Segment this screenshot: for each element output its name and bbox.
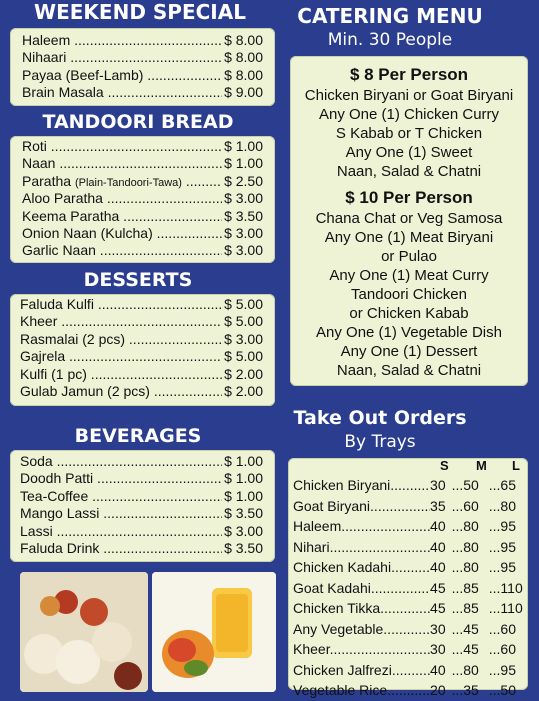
beverage-item-name: Lassi ..... [20, 523, 222, 540]
takeout-item-name: Vegetable Rice ..... [293, 680, 430, 701]
tandoori-item-price: $ 2.50 [224, 172, 263, 189]
catering-package-line: Any One (1) Sweet [345, 144, 473, 161]
takeout-price-l: ... 80 [489, 496, 524, 517]
beverage-item-price: $ 3.50 [224, 505, 263, 522]
takeout-price-s: 40 [430, 661, 446, 678]
catering-menu-title: CATERING MENU [297, 4, 483, 28]
beverage-row [20, 470, 263, 487]
takeout-price-m: ... 45 [452, 619, 489, 640]
takeout-price-s: 20 [430, 682, 446, 698]
weekend-special-title: WEEKEND SPECIAL [34, 0, 246, 24]
beverage-row [20, 505, 263, 522]
catering-package-line: Naan, Salad & Chatni [336, 163, 482, 180]
takeout-price-l: ... 95 [489, 516, 524, 537]
takeout-price-m: ... 45 [452, 639, 489, 660]
dessert-item-name: Gajrela ..... [20, 348, 222, 365]
weekend-row [22, 67, 263, 84]
takeout-item-name: Goat Biryani ..... [293, 496, 430, 517]
takeout-row [293, 660, 524, 681]
takeout-price-s: 40 [430, 559, 446, 575]
takeout-size-headers [436, 458, 526, 474]
dessert-row [20, 296, 263, 313]
tandoori-item-name: Keema Paratha ..... [22, 208, 222, 225]
beverages-title: BEVERAGES [74, 425, 202, 447]
catering-package-price: $ 8 Per Person [349, 65, 469, 84]
dessert-item-price: $ 5.00 [224, 296, 263, 312]
beverage-row [20, 488, 263, 505]
dessert-row [20, 313, 263, 330]
takeout-price-m: ... 80 [452, 537, 489, 558]
desserts-panel [10, 294, 275, 406]
dessert-item-name: Kulfi (1 pc) ..... [20, 366, 222, 383]
catering-package-line: Any One (1) Meat Biryani [324, 229, 494, 246]
takeout-price-l: ... 60 [489, 619, 524, 640]
takeout-item-name: Chicken Kadahi ..... [293, 557, 430, 578]
catering-package-line: Any One (1) Meat Curry [329, 267, 489, 284]
dessert-row [20, 383, 263, 400]
takeout-price-l: ... 95 [489, 537, 524, 558]
takeout-item-name: Chicken Biryani ..... [293, 475, 430, 496]
tandoori-item-price: $ 1.00 [224, 138, 263, 154]
beverage-item-name: Mango Lassi ..... [20, 505, 222, 522]
catering-package-line: Any One (1) Chicken Curry [318, 106, 500, 123]
takeout-price-m: ... 85 [452, 578, 489, 599]
beverage-row [20, 540, 263, 557]
dessert-row [20, 366, 263, 383]
takeout-title: Take Out Orders [293, 407, 467, 429]
takeout-price-l: ... 110 [489, 598, 524, 619]
takeout-row [293, 598, 524, 619]
beverage-item-name: Doodh Patti ..... [20, 470, 222, 487]
weekend-row [22, 32, 263, 49]
beverage-item-price: $ 3.50 [224, 539, 263, 556]
beverage-row [20, 523, 263, 540]
takeout-row [293, 639, 524, 660]
takeout-header-panel [290, 402, 528, 456]
takeout-price-s: 40 [430, 538, 446, 555]
weekend-item-price: $ 8.00 [224, 32, 263, 48]
catering-package-line: S Kabab or T Chicken [335, 125, 483, 142]
takeout-price-m: ... 85 [452, 598, 489, 619]
takeout-item-name: Goat Kadahi ..... [293, 578, 430, 599]
catering-package-line: Chana Chat or Veg Samosa [315, 210, 503, 227]
catering-package-line: Tandoori Chicken [351, 286, 467, 303]
takeout-size-m: M [476, 458, 487, 473]
catering-package-line: Naan, Salad & Chatni [336, 362, 482, 379]
beverage-item-price: $ 1.00 [224, 470, 263, 487]
dessert-row [20, 348, 263, 365]
takeout-row [293, 557, 524, 578]
weekend-row [22, 49, 263, 66]
takeout-row [293, 619, 524, 640]
catering-package-line: Any One (1) Dessert [340, 343, 478, 360]
catering-subtitle: Min. 30 People [327, 30, 453, 50]
takeout-row [293, 578, 524, 599]
takeout-item-name: Nihari ..... [293, 537, 430, 558]
takeout-price-s: 40 [430, 518, 446, 534]
tandoori-item-name: Roti ..... [22, 138, 222, 155]
takeout-row [293, 537, 524, 558]
weekend-item-name: Payaa (Beef-Lamb) ..... [22, 67, 222, 84]
weekend-item-name: Brain Masala ..... [22, 84, 222, 101]
takeout-row [293, 475, 524, 496]
dessert-item-price: $ 5.00 [224, 348, 263, 365]
tandoori-row [22, 155, 263, 172]
tandoori-row [22, 208, 263, 225]
catering-package-price: $ 10 Per Person [345, 188, 473, 207]
tandoori-item-price: $ 3.50 [224, 207, 263, 224]
catering-package-line: or Chicken Kabab [349, 305, 469, 322]
takeout-price-s: 45 [430, 579, 446, 596]
catering-package [290, 64, 528, 181]
takeout-price-s: 30 [430, 641, 446, 657]
dessert-item-name: Gulab Jamun (2 pcs) ..... [20, 383, 222, 400]
dessert-item-price: $ 2.00 [224, 365, 263, 382]
catering-panel [290, 56, 528, 386]
dessert-item-price: $ 5.00 [224, 313, 263, 330]
tandoori-item-name: Onion Naan (Kulcha) ..... [22, 225, 222, 242]
takeout-price-l: ... 60 [489, 639, 524, 660]
takeout-item-name: Any Vegetable ..... [293, 619, 430, 640]
tandoori-item-price: $ 3.00 [224, 242, 263, 259]
tandoori-row [22, 190, 263, 207]
takeout-panel [288, 458, 528, 698]
beverage-item-price: $ 3.00 [224, 522, 263, 539]
takeout-price-l: ... 95 [489, 660, 524, 681]
catering-package-line: Chicken Biryani or Goat Biryani [304, 87, 514, 104]
tandoori-item-name: Garlic Naan ..... [22, 242, 222, 259]
weekend-item-name: Haleem ..... [22, 32, 222, 49]
weekend-item-price: $ 8.00 [224, 66, 263, 83]
takeout-price-s: 35 [430, 497, 446, 514]
takeout-price-m: ... 35 [452, 680, 489, 701]
takeout-item-name: Kheer ..... [293, 639, 430, 660]
tandoori-row [22, 242, 263, 259]
dessert-item-name: Faluda Kulfi ..... [20, 296, 222, 313]
tandoori-row [22, 138, 263, 155]
beverage-item-name: Faluda Drink ..... [20, 540, 222, 557]
tandoori-item-price: $ 1.00 [224, 155, 263, 172]
beverage-item-name: Tea-Coffee ..... [20, 488, 222, 505]
tandoori-item-name: Naan ..... [22, 155, 222, 172]
tandoori-bread-title: TANDOORI BREAD [42, 111, 234, 133]
takeout-price-l: ... 50 [489, 680, 524, 701]
takeout-price-m: ... 60 [452, 496, 489, 517]
beverage-item-price: $ 1.00 [224, 487, 263, 504]
takeout-row [293, 516, 524, 537]
weekend-item-name: Nihaari ..... [22, 49, 222, 66]
tandoori-bread-panel [10, 136, 275, 263]
dessert-item-price: $ 3.00 [224, 330, 263, 347]
tandoori-row [22, 173, 263, 190]
dessert-item-name: Kheer ..... [20, 313, 222, 330]
takeout-row [293, 496, 524, 517]
takeout-price-s: 30 [430, 477, 446, 493]
lassi-photo [152, 572, 276, 692]
takeout-price-s: 30 [430, 620, 446, 637]
takeout-price-l: ... 95 [489, 557, 524, 578]
takeout-row [293, 680, 524, 701]
takeout-price-s: 45 [430, 600, 446, 616]
takeout-price-m: ... 80 [452, 660, 489, 681]
tandoori-item-price: $ 3.00 [224, 224, 263, 241]
tandoori-item-name: Paratha (Plain-Tandoori-Tawa) ..... [22, 173, 222, 190]
takeout-price-m: ... 50 [452, 475, 489, 496]
takeout-subtitle: By Trays [344, 432, 416, 452]
weekend-item-price: $ 9.00 [224, 84, 263, 101]
tandoori-item-price: $ 3.00 [224, 190, 263, 207]
beverage-row [20, 453, 263, 470]
catering-package [290, 187, 528, 380]
takeout-price-m: ... 80 [452, 516, 489, 537]
weekend-row [22, 84, 263, 101]
tandoori-item-name: Aloo Paratha ..... [22, 190, 222, 207]
beverage-item-name: Soda ..... [20, 453, 222, 470]
dessert-row [20, 331, 263, 348]
dessert-item-name: Rasmalai (2 pcs) ..... [20, 331, 222, 348]
takeout-price-l: ... 65 [489, 475, 524, 496]
takeout-item-name: Haleem ..... [293, 516, 430, 537]
takeout-item-name: Chicken Jalfrezi ..... [293, 660, 430, 681]
tandoori-row [22, 225, 263, 242]
takeout-price-m: ... 80 [452, 557, 489, 578]
catering-package-line: Any One (1) Vegetable Dish [316, 324, 502, 341]
catering-package-line: or Pulao [381, 248, 437, 265]
takeout-size-s: S [440, 458, 449, 473]
dessert-item-price: $ 2.00 [224, 382, 263, 399]
weekend-special-panel [10, 28, 275, 106]
sweets-photo [20, 572, 148, 692]
weekend-item-price: $ 8.00 [224, 49, 263, 66]
beverages-panel [10, 450, 275, 562]
tandoori-item-note: (Plain-Tandoori-Tawa) [74, 176, 182, 189]
desserts-title: DESSERTS [83, 269, 193, 291]
takeout-size-l: L [512, 458, 520, 473]
takeout-item-name: Chicken Tikka ..... [293, 598, 430, 619]
takeout-price-l: ... 110 [489, 578, 524, 599]
beverage-item-price: $ 1.00 [224, 453, 263, 469]
